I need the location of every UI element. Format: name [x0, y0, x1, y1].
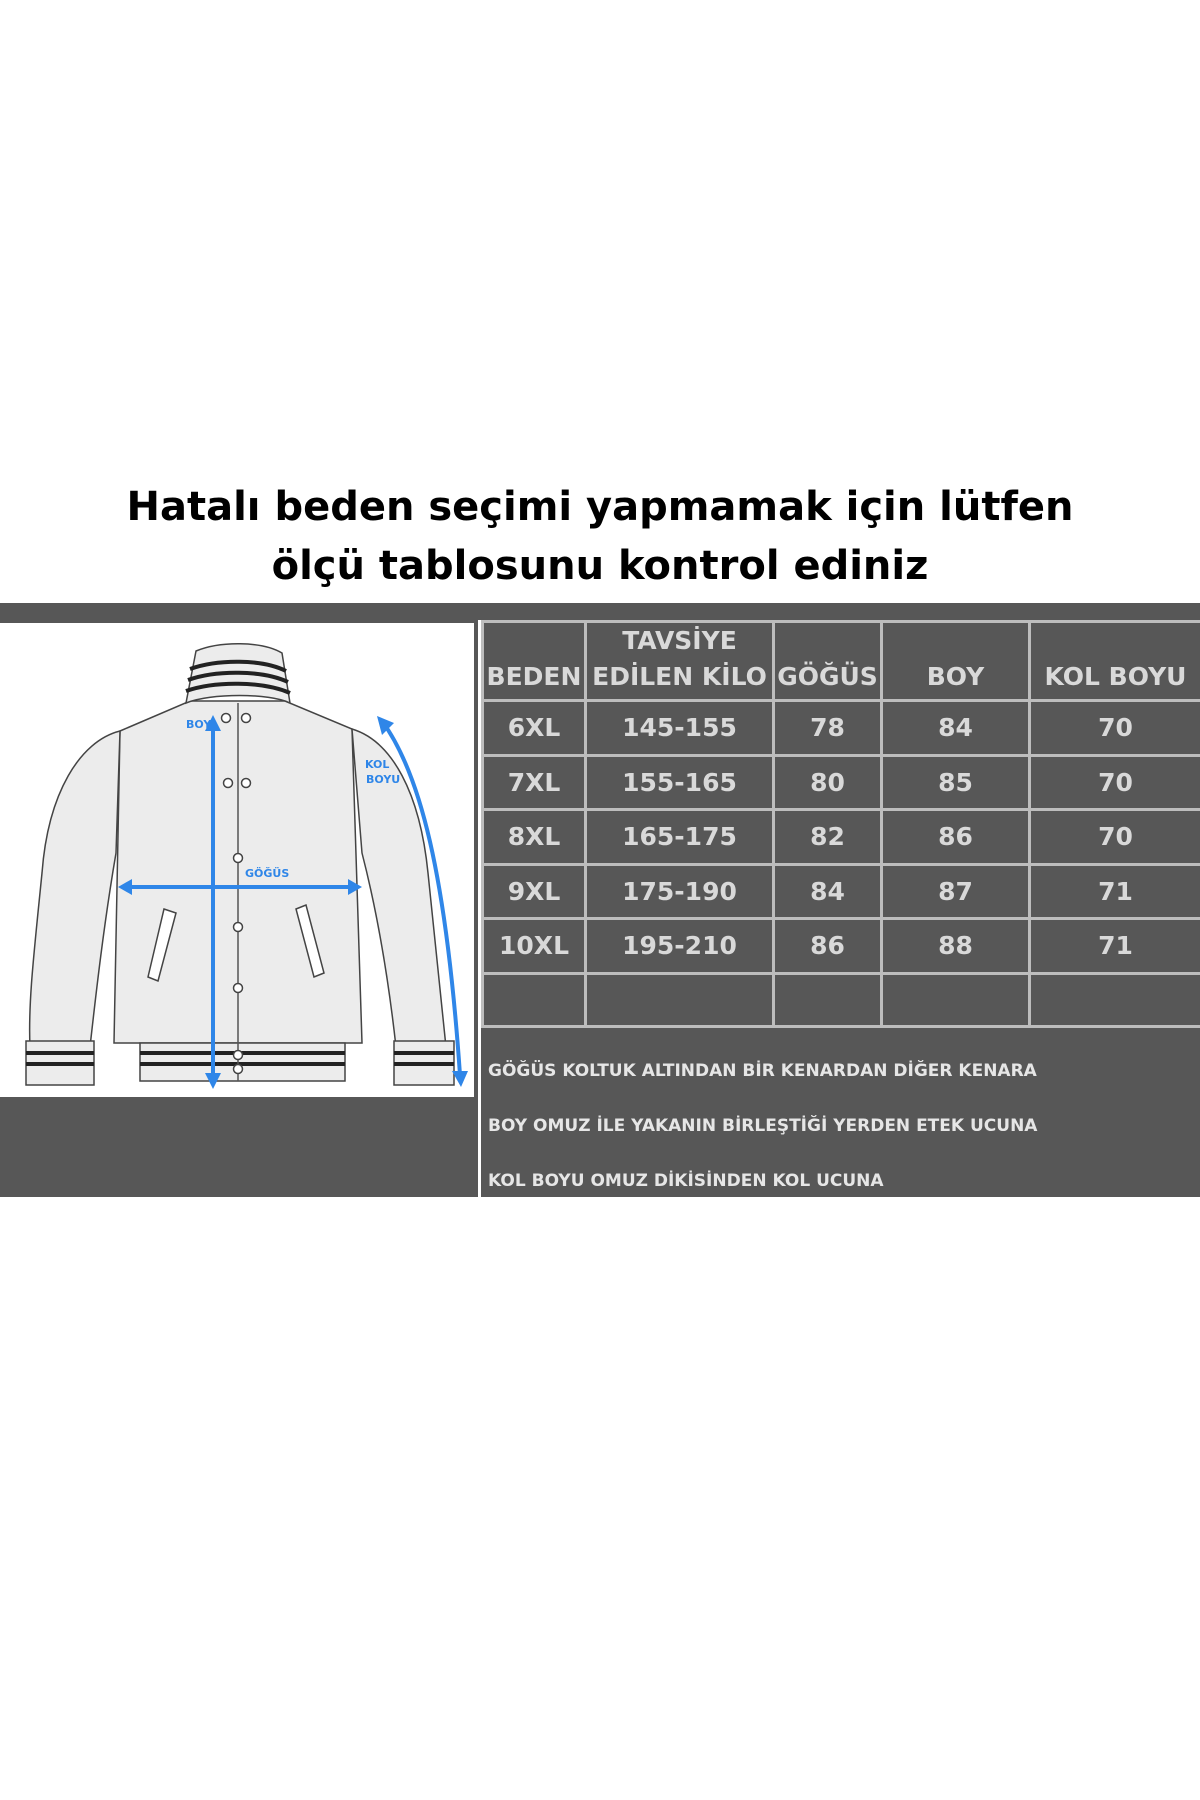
header-kilo	[586, 622, 774, 701]
table-row-empty	[483, 973, 1200, 1027]
note-gogus: GÖĞÜS KOLTUK ALTINDAN BİR KENARDAN DİĞER KENARA	[488, 1061, 1037, 1081]
cell-boy: 85	[882, 755, 1030, 810]
header-kol-boyu: KOL BOYU	[1030, 622, 1200, 701]
jacket-left-sleeve	[30, 731, 120, 1047]
jacket-measurement-figure	[0, 623, 474, 1097]
cell-kol-boyu: 71	[1030, 919, 1200, 974]
kol-boyu-label: BOYU	[366, 773, 401, 786]
gogus-label: GÖĞÜS	[245, 867, 290, 880]
cell-beden: 10XL	[483, 919, 586, 974]
cell-beden: 7XL	[483, 755, 586, 810]
cell-gogus: 78	[774, 701, 882, 756]
cell-kol-boyu: 70	[1030, 701, 1200, 756]
header-kilo-line2: EDİLEN KİLO	[592, 662, 767, 691]
cell-gogus: 80	[774, 755, 882, 810]
table-row	[483, 810, 1200, 865]
cell-boy: 84	[882, 701, 1030, 756]
cell-gogus: 84	[774, 864, 882, 919]
cell-gogus: 82	[774, 810, 882, 865]
boy-label: BOY	[186, 718, 212, 731]
table-row	[483, 919, 1200, 974]
header-gogus: GÖĞÜS	[774, 622, 882, 701]
note-kol-boyu: KOL BOYU OMUZ DİKİSİNDEN KOL UCUNA	[488, 1171, 884, 1191]
cell-beden: 6XL	[483, 701, 586, 756]
table-row	[483, 701, 1200, 756]
heading-line-2: ölçü tablosunu kontrol ediniz	[271, 543, 929, 589]
heading-line-1: Hatalı beden seçimi yapmamak için lütfen	[126, 484, 1074, 530]
cell-kol-boyu: 70	[1030, 810, 1200, 865]
table-header-row	[483, 622, 1200, 701]
kol-label: KOL	[365, 758, 390, 771]
header-kilo-line1: TAVSİYE	[622, 626, 737, 655]
cell-kol-boyu: 71	[1030, 864, 1200, 919]
cell-boy: 88	[882, 919, 1030, 974]
size-table	[481, 620, 1200, 1028]
header-beden: BEDEN	[483, 622, 586, 701]
header-boy: BOY	[882, 622, 1030, 701]
cell-kilo: 195-210	[586, 919, 774, 974]
cell-beden: 9XL	[483, 864, 586, 919]
cell-gogus: 86	[774, 919, 882, 974]
cell-boy: 86	[882, 810, 1030, 865]
table-row	[483, 755, 1200, 810]
cell-beden: 8XL	[483, 810, 586, 865]
cell-kilo: 155-165	[586, 755, 774, 810]
cell-kilo: 165-175	[586, 810, 774, 865]
table-row	[483, 864, 1200, 919]
note-boy: BOY OMUZ İLE YAKANIN BİRLEŞTİĞİ YERDEN ETEK UCUNA	[488, 1116, 1038, 1136]
cell-kol-boyu: 70	[1030, 755, 1200, 810]
cell-kilo: 175-190	[586, 864, 774, 919]
cell-kilo: 145-155	[586, 701, 774, 756]
cell-boy: 87	[882, 864, 1030, 919]
